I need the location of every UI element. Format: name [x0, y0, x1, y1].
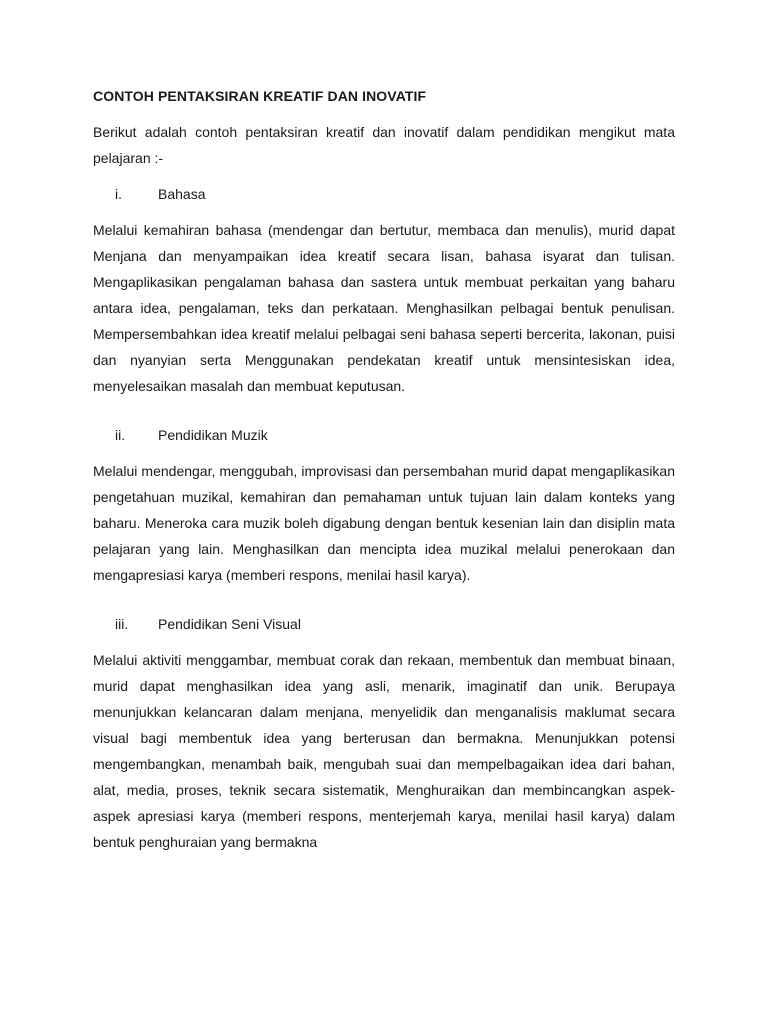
section-number: ii. [115, 427, 126, 443]
section-heading-pendidikan-seni-visual [93, 611, 675, 637]
section-body-bahasa: Melalui kemahiran bahasa (mendengar dan bertutur, membaca dan menulis), murid dapat Menjana dan menyampaikan idea kreatif secara lisan, bahasa isyarat dan tulisan. Mengaplikasikan pengalaman bahasa dan sastera untuk membuat perkaitan yang baharu antara idea, pengalaman, teks dan perkataan. Menghasilkan pelbagai bentuk penulisan. Mempersembahkan idea kreatif melalui pelbagai seni bahasa seperti bercerita, lakonan, puisi dan nyanyian serta Menggunakan pendekatan kreatif untuk mensintesiskan idea, menyelesaikan masalah dan membuat keputusan. [93, 222, 675, 394]
section-number: iii. [115, 616, 129, 632]
section-body-pendidikan-seni-visual: Melalui aktiviti menggambar, membuat corak dan rekaan, membentuk dan membuat binaan, murid dapat menghasilkan idea yang asli, menarik, imaginatif dan unik. Berupaya menunjukkan kelancaran dalam menjana, menyelidik dan menganalisis maklumat secara visual bagi membentuk idea yang berterusan dan bermakna. Menunjukkan potensi mengembangkan, menambah baik, mengubah suai dan mempelbagaikan idea dari bahan, alat, media, proses, teknik secara sistematik, Menghuraikan dan membincangkan aspek-aspek apresiasi karya (memberi respons, menterjemah karya, menilai hasil karya) dalam bentuk penghuraian yang bermakna [93, 652, 675, 850]
section-heading-bahasa [93, 181, 675, 207]
section-label: Pendidikan Muzik [158, 427, 268, 443]
section-label: Bahasa [158, 186, 206, 202]
section-heading-pendidikan-muzik [93, 422, 675, 448]
section-number: i. [115, 186, 122, 202]
section-label: Pendidikan Seni Visual [158, 616, 301, 632]
document-title: CONTOH PENTAKSIRAN KREATIF DAN INOVATIF [93, 88, 427, 104]
document-page [93, 83, 675, 855]
section-body-pendidikan-muzik: Melalui mendengar, menggubah, improvisasi dan persembahan murid dapat mengaplikasikan pengetahuan muzikal, kemahiran dan pemahaman untuk tujuan lain dalam konteks yang baharu. Meneroka cara muzik boleh digabung dengan bentuk kesenian lain dan disiplin mata pelajaran yang lain. Menghasilkan dan mencipta idea muzikal melalui penerokaan dan mengapresiasi karya (memberi respons, menilai hasil karya). [93, 463, 675, 583]
intro-paragraph: Berikut adalah contoh pentaksiran kreatif dan inovatif dalam pendidikan mengikut mata pelajaran :- [93, 124, 675, 166]
